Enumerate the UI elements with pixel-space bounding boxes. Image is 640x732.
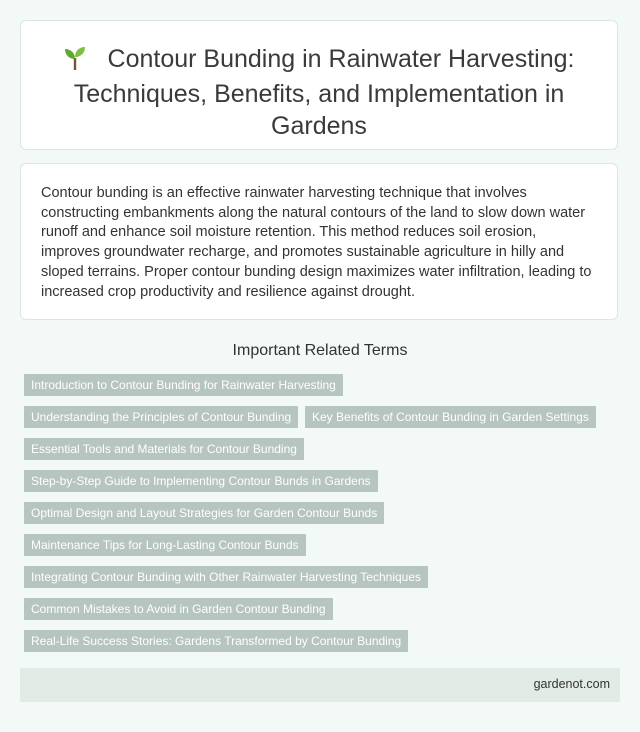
title-card (20, 20, 618, 150)
summary-text: Contour bunding is an effective rainwater harvesting technique that involves constructing embankments along the natural contours of the land to slow down water runoff and enhance soil moisture retention. This method reduces soil erosion, improves groundwater recharge, and promotes sustainable agriculture in hilly and sloped terrains. Proper contour bunding design maximizes water infiltration, leading to increased crop productivity and resilience against drought. (41, 185, 592, 300)
footer-bar (20, 668, 620, 702)
related-term-link[interactable]: Key Benefits of Contour Bunding in Garden Settings (305, 406, 596, 428)
title-text: Contour Bunding in Rainwater Harvesting: Techniques, Benefits, and Implementation in Gardens (73, 45, 575, 140)
footer-site-link[interactable]: gardenot.com (533, 677, 610, 691)
related-term-link[interactable]: Introduction to Contour Bunding for Rainwater Harvesting (24, 374, 343, 396)
related-term-link[interactable]: Step-by-Step Guide to Implementing Contour Bunds in Gardens (24, 470, 378, 492)
related-term-link[interactable]: Maintenance Tips for Long-Lasting Contour Bunds (24, 534, 306, 556)
summary-card (20, 163, 618, 320)
sprout-icon (64, 46, 86, 78)
related-terms-heading: Important Related Terms (232, 342, 408, 359)
related-term-link[interactable]: Understanding the Principles of Contour Bunding (24, 406, 298, 428)
page-title (21, 21, 617, 142)
related-term-link[interactable]: Common Mistakes to Avoid in Garden Contour Bunding (24, 598, 333, 620)
related-term-link[interactable]: Essential Tools and Materials for Contour Bunding (24, 438, 304, 460)
related-term-link[interactable]: Integrating Contour Bunding with Other Rainwater Harvesting Techniques (24, 566, 428, 588)
related-term-link[interactable]: Real-Life Success Stories: Gardens Transformed by Contour Bunding (24, 630, 408, 652)
related-term-link[interactable]: Optimal Design and Layout Strategies for Garden Contour Bunds (24, 502, 384, 524)
